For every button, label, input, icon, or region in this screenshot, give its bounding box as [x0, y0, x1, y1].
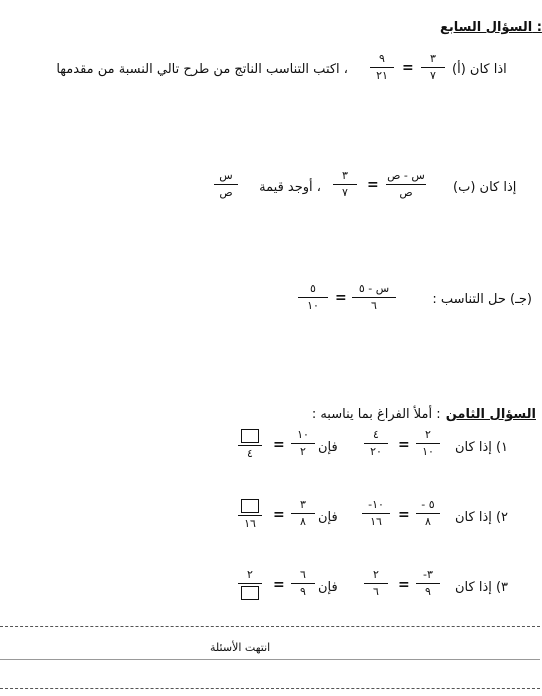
- q7a-f2-num: ٩: [379, 52, 385, 65]
- q7a-f1-den: ٧: [430, 69, 436, 82]
- answer-box[interactable]: [241, 429, 259, 443]
- q8-heading-line: [286, 403, 536, 422]
- q7b-f3-den: ص: [219, 186, 233, 199]
- fraction-numerator: ٢: [425, 428, 431, 441]
- fraction-numerator: ٦: [300, 568, 306, 581]
- q7b-f1-num: س - ص: [387, 169, 425, 182]
- equals-sign: =: [335, 290, 347, 306]
- q7b-f3-num: س: [219, 169, 233, 182]
- q7a-f1-num: ٣: [430, 52, 436, 65]
- q7c-f2-den: ١٠: [307, 299, 319, 312]
- q7a-fraction-1: [421, 53, 445, 82]
- dashed-divider: [0, 626, 540, 627]
- q8-item1-fraction-3: [291, 429, 315, 458]
- fraction-denominator: ٦: [373, 585, 379, 598]
- q7c-label: (جـ) حل التناسب :: [432, 292, 532, 307]
- q7a-label: (أ) اذا كان: [452, 62, 507, 77]
- fraction-denominator: ٩: [300, 585, 306, 598]
- q8-item2-fraction-3: [291, 499, 315, 528]
- q8-item1-then: فإن: [318, 440, 338, 455]
- q7-heading: السؤال السابع :: [440, 20, 542, 35]
- fraction-numerator: ٢: [247, 568, 253, 581]
- fraction-denominator: ٤: [247, 447, 253, 460]
- equals-sign: =: [402, 60, 414, 76]
- q7b-label: (ب) إذا كان: [453, 180, 517, 195]
- q8-item2-fraction-1: [416, 499, 440, 528]
- q7c-f1-num: س - ٥: [358, 282, 390, 295]
- fraction-denominator: ١٠: [422, 445, 434, 458]
- fraction-denominator: ٢: [300, 445, 306, 458]
- equals-sign: =: [398, 577, 410, 593]
- divider: [0, 659, 540, 660]
- q8-item1-label: ١) إذا كان: [455, 440, 509, 455]
- q8-item2-then: فإن: [318, 510, 338, 525]
- fraction-denominator: ٨: [425, 515, 431, 528]
- q7b-instruction: ، أوجد قيمة: [259, 180, 321, 195]
- q7b-fraction-3: [214, 170, 238, 199]
- fraction-denominator: ٩: [425, 585, 431, 598]
- q7b-f2-den: ٧: [342, 186, 348, 199]
- q8-item3-label: ٣) إذا كان: [455, 580, 509, 595]
- q8-item3-fraction-answer: [238, 569, 262, 600]
- q8-heading-rest: : أملأ الفراغ بما يناسبه :: [311, 407, 441, 422]
- answer-box[interactable]: [241, 499, 259, 513]
- q8-heading: السؤال الثامن: [445, 407, 536, 422]
- q8-item2-label: ٢) إذا كان: [455, 510, 509, 525]
- equals-sign: =: [273, 577, 285, 593]
- q8-item3-fraction-1: [416, 569, 440, 598]
- fraction-numerator: ٤: [373, 428, 379, 441]
- q8-item1-fraction-2: [364, 429, 388, 458]
- dashed-divider: [0, 688, 540, 689]
- q7c-f1-den: ٦: [371, 299, 377, 312]
- q8-item3-fraction-2: [364, 569, 388, 598]
- q7c-fraction-1: [352, 283, 396, 312]
- q7b-fraction-1: [386, 170, 426, 199]
- fraction-numerator: -٣: [423, 568, 433, 581]
- fraction-numerator: ٣: [300, 498, 306, 511]
- q8-item2-fraction-2: [362, 499, 390, 528]
- fraction-numerator: ٢: [373, 568, 379, 581]
- q7b-fraction-2: [333, 170, 357, 199]
- fraction-numerator: ١٠: [297, 428, 309, 441]
- q7a-fraction-2: [370, 53, 394, 82]
- q7a-f2-den: ٢١: [376, 69, 388, 82]
- fraction-denominator: ٨: [300, 515, 306, 528]
- fraction-numerator: -١٠: [368, 498, 384, 511]
- q8-item3-fraction-3: [291, 569, 315, 598]
- q8-item2-fraction-answer: [238, 499, 262, 530]
- equals-sign: =: [273, 507, 285, 523]
- q8-item1-fraction-answer: [238, 429, 262, 460]
- q8-item3-then: فإن: [318, 580, 338, 595]
- q7b-f1-den: ص: [399, 186, 413, 199]
- equals-sign: =: [398, 437, 410, 453]
- q7b-f2-num: ٣: [342, 169, 348, 182]
- equals-sign: =: [273, 437, 285, 453]
- answer-box[interactable]: [241, 586, 259, 600]
- fraction-numerator: - ٥: [421, 498, 435, 511]
- equals-sign: =: [398, 507, 410, 523]
- end-of-questions: انتهت الأسئلة: [210, 641, 271, 654]
- fraction-denominator: ١٦: [370, 515, 382, 528]
- equals-sign: =: [367, 177, 379, 193]
- q8-item1-fraction-1: [416, 429, 440, 458]
- q7c-fraction-2: [298, 283, 328, 312]
- q7c-f2-num: ٥: [310, 282, 316, 295]
- q7a-instruction: ، اكتب التناسب الناتج من طرح تالي النسبة من مقدمها: [56, 62, 348, 77]
- fraction-denominator: ١٦: [244, 517, 256, 530]
- fraction-denominator: ٢٠: [370, 445, 382, 458]
